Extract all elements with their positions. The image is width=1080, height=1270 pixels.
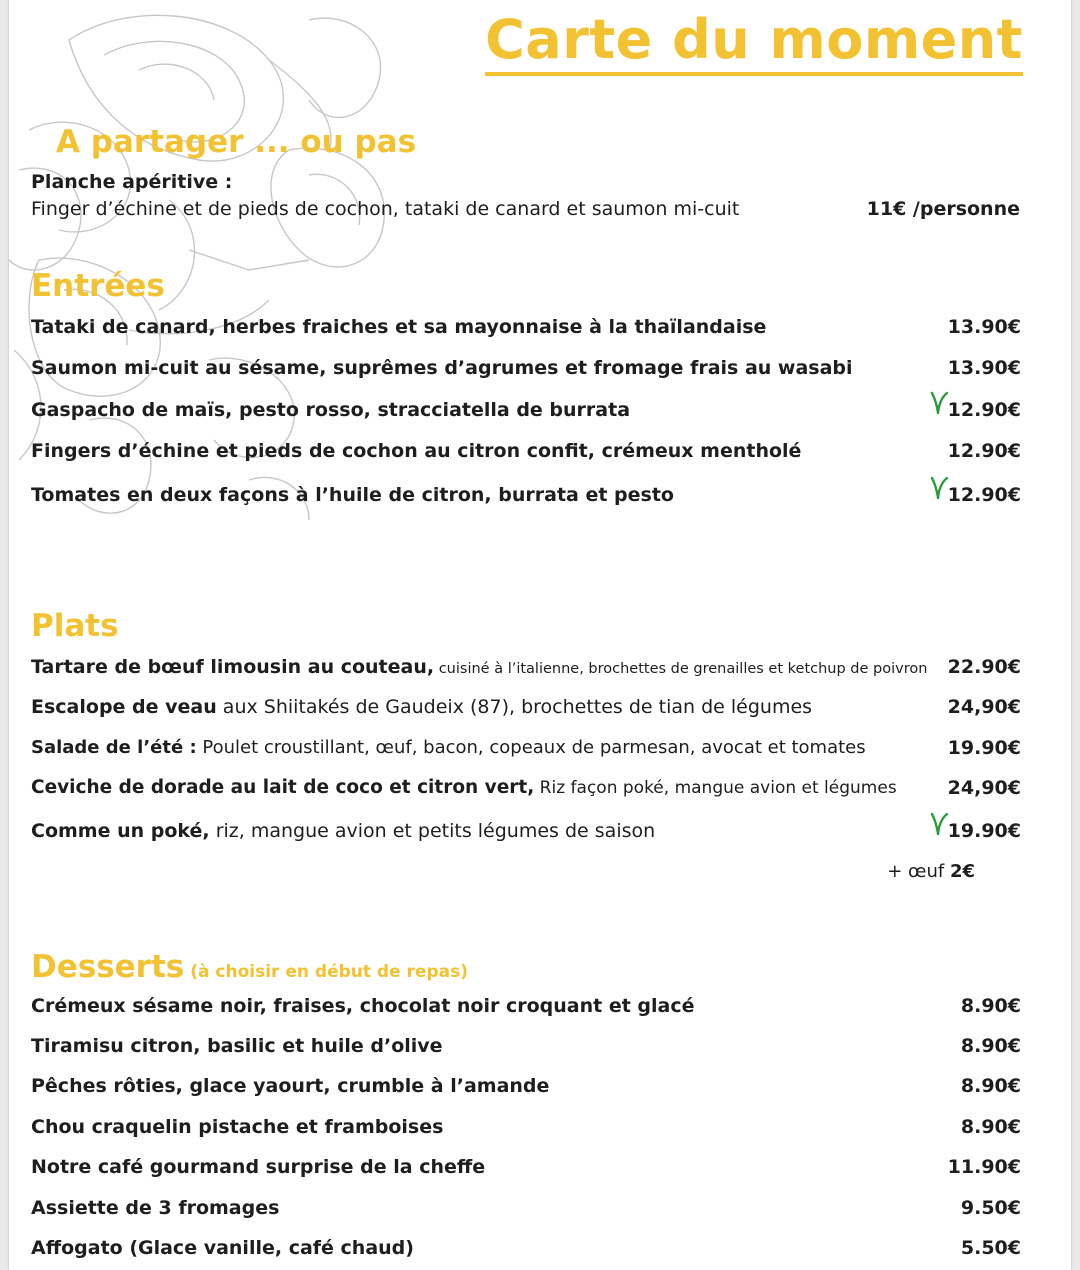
item-price: 13.90€ xyxy=(947,357,1021,379)
item-name: Tartare de bœuf limousin au couteau, xyxy=(31,656,435,678)
item-price: 19.90€ xyxy=(947,737,1021,759)
item-name: Crémeux sésame noir, fraises, chocolat noir croquant et glacé xyxy=(31,995,695,1017)
item-price: 19.90€ xyxy=(947,820,1021,842)
item-name: Tomates en deux façons à l’huile de citron, burrata et pesto xyxy=(31,484,674,506)
menu-item xyxy=(31,312,1031,342)
section-title-plats: Plats xyxy=(31,608,119,644)
item-description: Riz façon poké, mangue avion et légumes xyxy=(534,778,897,798)
item-price: 24,90€ xyxy=(947,777,1021,799)
item-description: cuisiné à l’italienne, brochettes de grenailles et ketchup de poivron xyxy=(434,661,928,677)
menu-item xyxy=(31,652,1031,682)
menu-item xyxy=(31,1071,1031,1101)
menu-item xyxy=(31,1233,1031,1263)
menu-page xyxy=(9,0,1071,1270)
menu-item xyxy=(31,991,1031,1021)
item-price: 12.90€ xyxy=(947,399,1021,421)
leaf-icon xyxy=(929,476,949,509)
planche-price: 11€ /personne xyxy=(866,198,1020,220)
item-price: 8.90€ xyxy=(960,1035,1021,1057)
item-name: Chou craquelin pistache et framboises xyxy=(31,1116,444,1138)
item-price: 11.90€ xyxy=(947,1156,1021,1178)
planche-description: Finger d’échine et de pieds de cochon, tataki de canard et saumon mi-cuit xyxy=(31,198,740,220)
item-price: 8.90€ xyxy=(960,1075,1021,1097)
item-price: 12.90€ xyxy=(947,440,1021,462)
item-price: 8.90€ xyxy=(960,995,1021,1017)
item-name: Gaspacho de maïs, pesto rosso, stracciatella de burrata xyxy=(31,399,631,421)
item-text xyxy=(31,816,655,846)
menu-item xyxy=(31,692,1031,722)
item-name: Salade de l’été : xyxy=(31,737,197,758)
item-name: Pêches rôties, glace yaourt, crumble à l’amande xyxy=(31,1075,550,1097)
item-name: Escalope de veau xyxy=(31,696,217,718)
section-title-desserts xyxy=(31,949,468,985)
item-price: 8.90€ xyxy=(960,1116,1021,1138)
item-price: 12.90€ xyxy=(947,484,1021,506)
item-name: Tataki de canard, herbes fraiches et sa mayonnaise à la thaïlandaise xyxy=(31,316,767,338)
menu-item xyxy=(31,816,1031,846)
menu-item xyxy=(31,1152,1031,1182)
item-name: Notre café gourmand surprise de la cheffe xyxy=(31,1156,486,1178)
menu-item xyxy=(31,1193,1031,1223)
item-description: riz, mangue avion et petits légumes de saison xyxy=(209,820,656,842)
menu-item xyxy=(31,733,1031,763)
menu-item xyxy=(31,480,1031,510)
leaf-icon xyxy=(929,391,949,424)
item-name: Fingers d’échine et pieds de cochon au citron confit, crémeux mentholé xyxy=(31,440,802,462)
item-text xyxy=(31,692,812,722)
item-text xyxy=(31,733,866,763)
item-name: Assiette de 3 fromages xyxy=(31,1197,280,1219)
extra-egg-label: + œuf xyxy=(887,861,950,882)
menu-item xyxy=(31,773,1031,803)
menu-title: Carte du moment xyxy=(485,8,1023,76)
item-name: Tiramisu citron, basilic et huile d’olive xyxy=(31,1035,443,1057)
extra-egg xyxy=(887,859,975,885)
section-title-partager: A partager ... ou pas xyxy=(56,124,417,160)
leaf-icon xyxy=(929,812,949,845)
item-text xyxy=(31,773,897,803)
item-name: Comme un poké, xyxy=(31,820,210,842)
item-name: Affogato (Glace vanille, café chaud) xyxy=(31,1237,414,1259)
item-price: 22.90€ xyxy=(947,656,1021,678)
planche-name: Planche apéritive : xyxy=(31,171,233,193)
extra-egg-price: 2€ xyxy=(949,861,975,882)
menu-item xyxy=(31,1031,1031,1061)
section-title-entrees: Entrées xyxy=(31,268,165,304)
menu-item xyxy=(31,436,1031,466)
item-name: Saumon mi-cuit au sésame, suprêmes d’agrumes et fromage frais au wasabi xyxy=(31,357,853,379)
item-price: 5.50€ xyxy=(960,1237,1021,1259)
desserts-subtitle: (à choisir en début de repas) xyxy=(190,962,468,982)
item-name: Ceviche de dorade au lait de coco et citron vert, xyxy=(31,777,535,798)
item-description: Poulet croustillant, œuf, bacon, copeaux de parmesan, avocat et tomates xyxy=(196,737,866,758)
item-price: 9.50€ xyxy=(960,1197,1021,1219)
item-price: 24,90€ xyxy=(947,696,1021,718)
item-text xyxy=(31,652,927,684)
item-description: aux Shiitakés de Gaudeix (87), brochettes de tian de légumes xyxy=(216,696,813,718)
item-price: 13.90€ xyxy=(947,316,1021,338)
desserts-title: Desserts xyxy=(31,949,185,985)
menu-item xyxy=(31,353,1031,383)
menu-item xyxy=(31,1112,1031,1142)
menu-item xyxy=(31,395,1031,425)
